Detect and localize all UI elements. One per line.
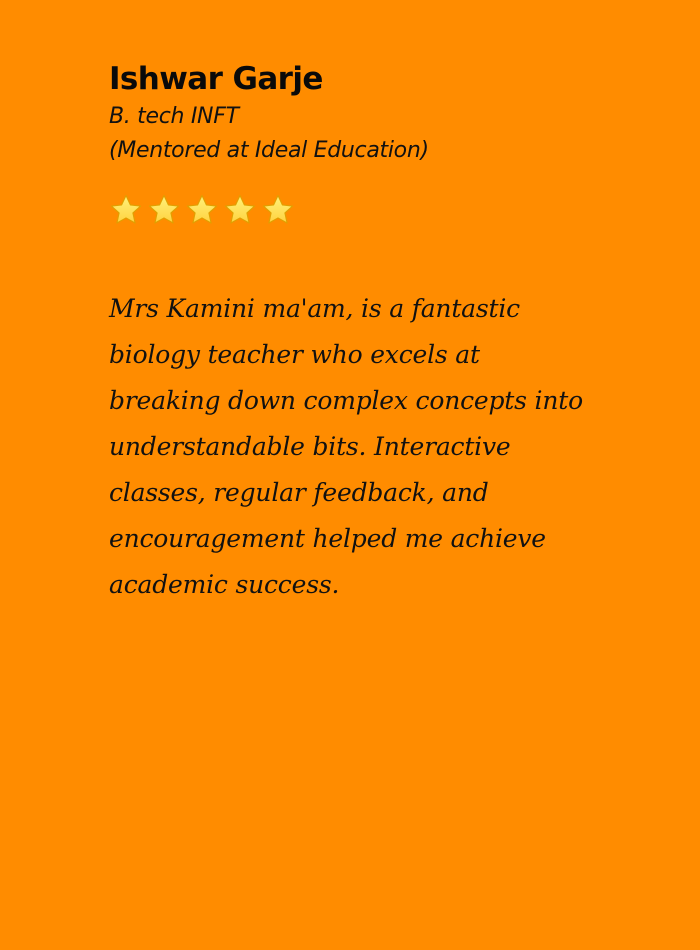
star-icon xyxy=(109,193,143,227)
student-degree: B. tech INFT xyxy=(109,104,239,129)
star-icon xyxy=(185,193,219,227)
star-rating xyxy=(109,192,609,228)
star-icon xyxy=(147,193,181,227)
review-text: Mrs Kamini ma'am, is a fantastic biology teacher who excels at breaking down complex concepts into understandable bits. Interactive classes, regular feedback, and encouragement helped me achieve academic success. xyxy=(109,294,583,599)
star-icon xyxy=(223,193,257,227)
student-name: Ishwar Garje xyxy=(109,61,323,97)
testimonial-content xyxy=(109,58,609,608)
star-icon xyxy=(261,193,295,227)
mentored-at: (Mentored at Ideal Education) xyxy=(109,138,429,163)
